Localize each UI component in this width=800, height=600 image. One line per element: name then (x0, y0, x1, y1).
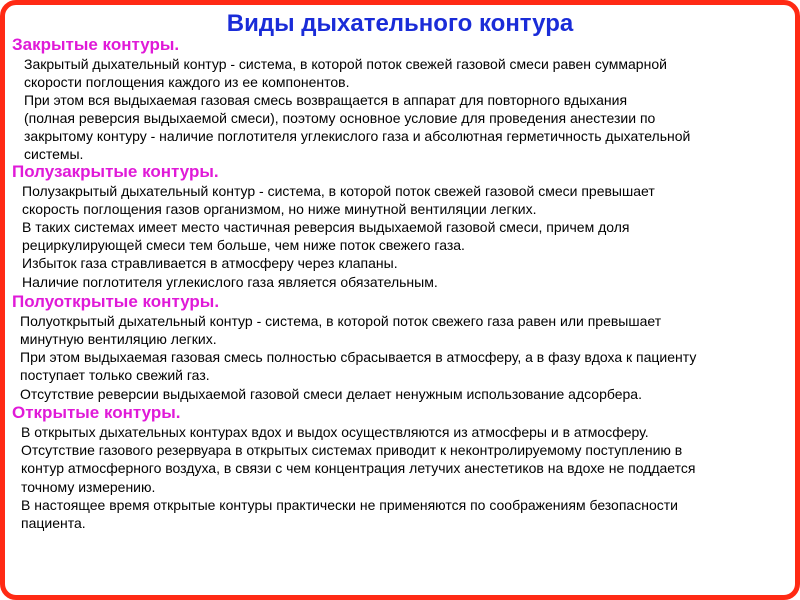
section-text-line: контур атмосферного воздуха, в связи с чем концентрация летучих анестетиков на вдохе не поддается (21, 460, 696, 476)
section-text-line: При этом вся выдыхаемая газовая смесь возвращается в аппарат для повторного вдыхания (24, 92, 628, 108)
section-text-line: Закрытый дыхательный контур - система, в которой поток свежей газовой смеси равен суммарной (24, 56, 667, 72)
section-text-line: скорость поглощения газов организмом, но ниже минутной вентиляции легких. (22, 201, 537, 217)
section-text-line: закрытому контуру - наличие поглотителя углекислого газа и абсолютная герметичность дыхательной (24, 128, 691, 144)
section-heading-open: Открытые контуры. (12, 403, 181, 422)
section-text-line: минутную вентиляцию легких. (20, 331, 217, 347)
slide-title: Виды дыхательного контура (226, 10, 574, 37)
section-text-line: Полузакрытый дыхательный контур - система, в которой поток свежей газовой смеси превышает (22, 183, 655, 199)
section-text-line: точному измерению. (21, 479, 156, 495)
section-text-line: В настоящее время открытые контуры практически не применяются по соображениям безопасности (21, 497, 678, 513)
section-text-line: Избыток газа стравливается в атмосферу через клапаны. (22, 255, 398, 271)
section-text-line: Наличие поглотителя углекислого газа является обязательным. (22, 274, 438, 290)
section-heading-semi-open: Полуоткрытые контуры. (12, 292, 220, 311)
section-text-line: (полная реверсия выдыхаемой смеси), поэтому основное условие для проведения анестезии по (24, 110, 656, 126)
section-text-line: скорости поглощения каждого из ее компонентов. (24, 74, 350, 90)
section-text-line: В открытых дыхательных контурах вдох и выдох осуществляются из атмосферы и в атмосферу. (21, 424, 649, 440)
section-text-line: Полуоткрытый дыхательный контур - система, в которой поток свежего газа равен или превышает (20, 313, 662, 329)
section-text-line: Отсутствие реверсии выдыхаемой газовой смеси делает ненужным использование адсорбера. (20, 386, 642, 402)
section-text-line: При этом выдыхаемая газовая смесь полностью сбрасывается в атмосферу, а в фазу вдоха к пациенту (20, 349, 697, 365)
section-heading-semi-closed: Полузакрытые контуры. (12, 162, 219, 181)
section-text-line: В таких системах имеет место частичная реверсия выдыхаемой газовой смеси, причем доля (22, 219, 630, 235)
section-text-line: рециркулирующей смеси тем больше, чем ниже поток свежего газа. (22, 237, 465, 253)
section-text-line: пациента. (21, 515, 86, 531)
section-text-line: Отсутствие газового резервуара в открытых системах приводит к неконтролируемому поступлению в (21, 442, 683, 458)
section-text-line: системы. (24, 146, 84, 162)
section-heading-closed: Закрытые контуры. (12, 35, 180, 54)
section-text-line: поступает только свежий газ. (20, 367, 210, 383)
